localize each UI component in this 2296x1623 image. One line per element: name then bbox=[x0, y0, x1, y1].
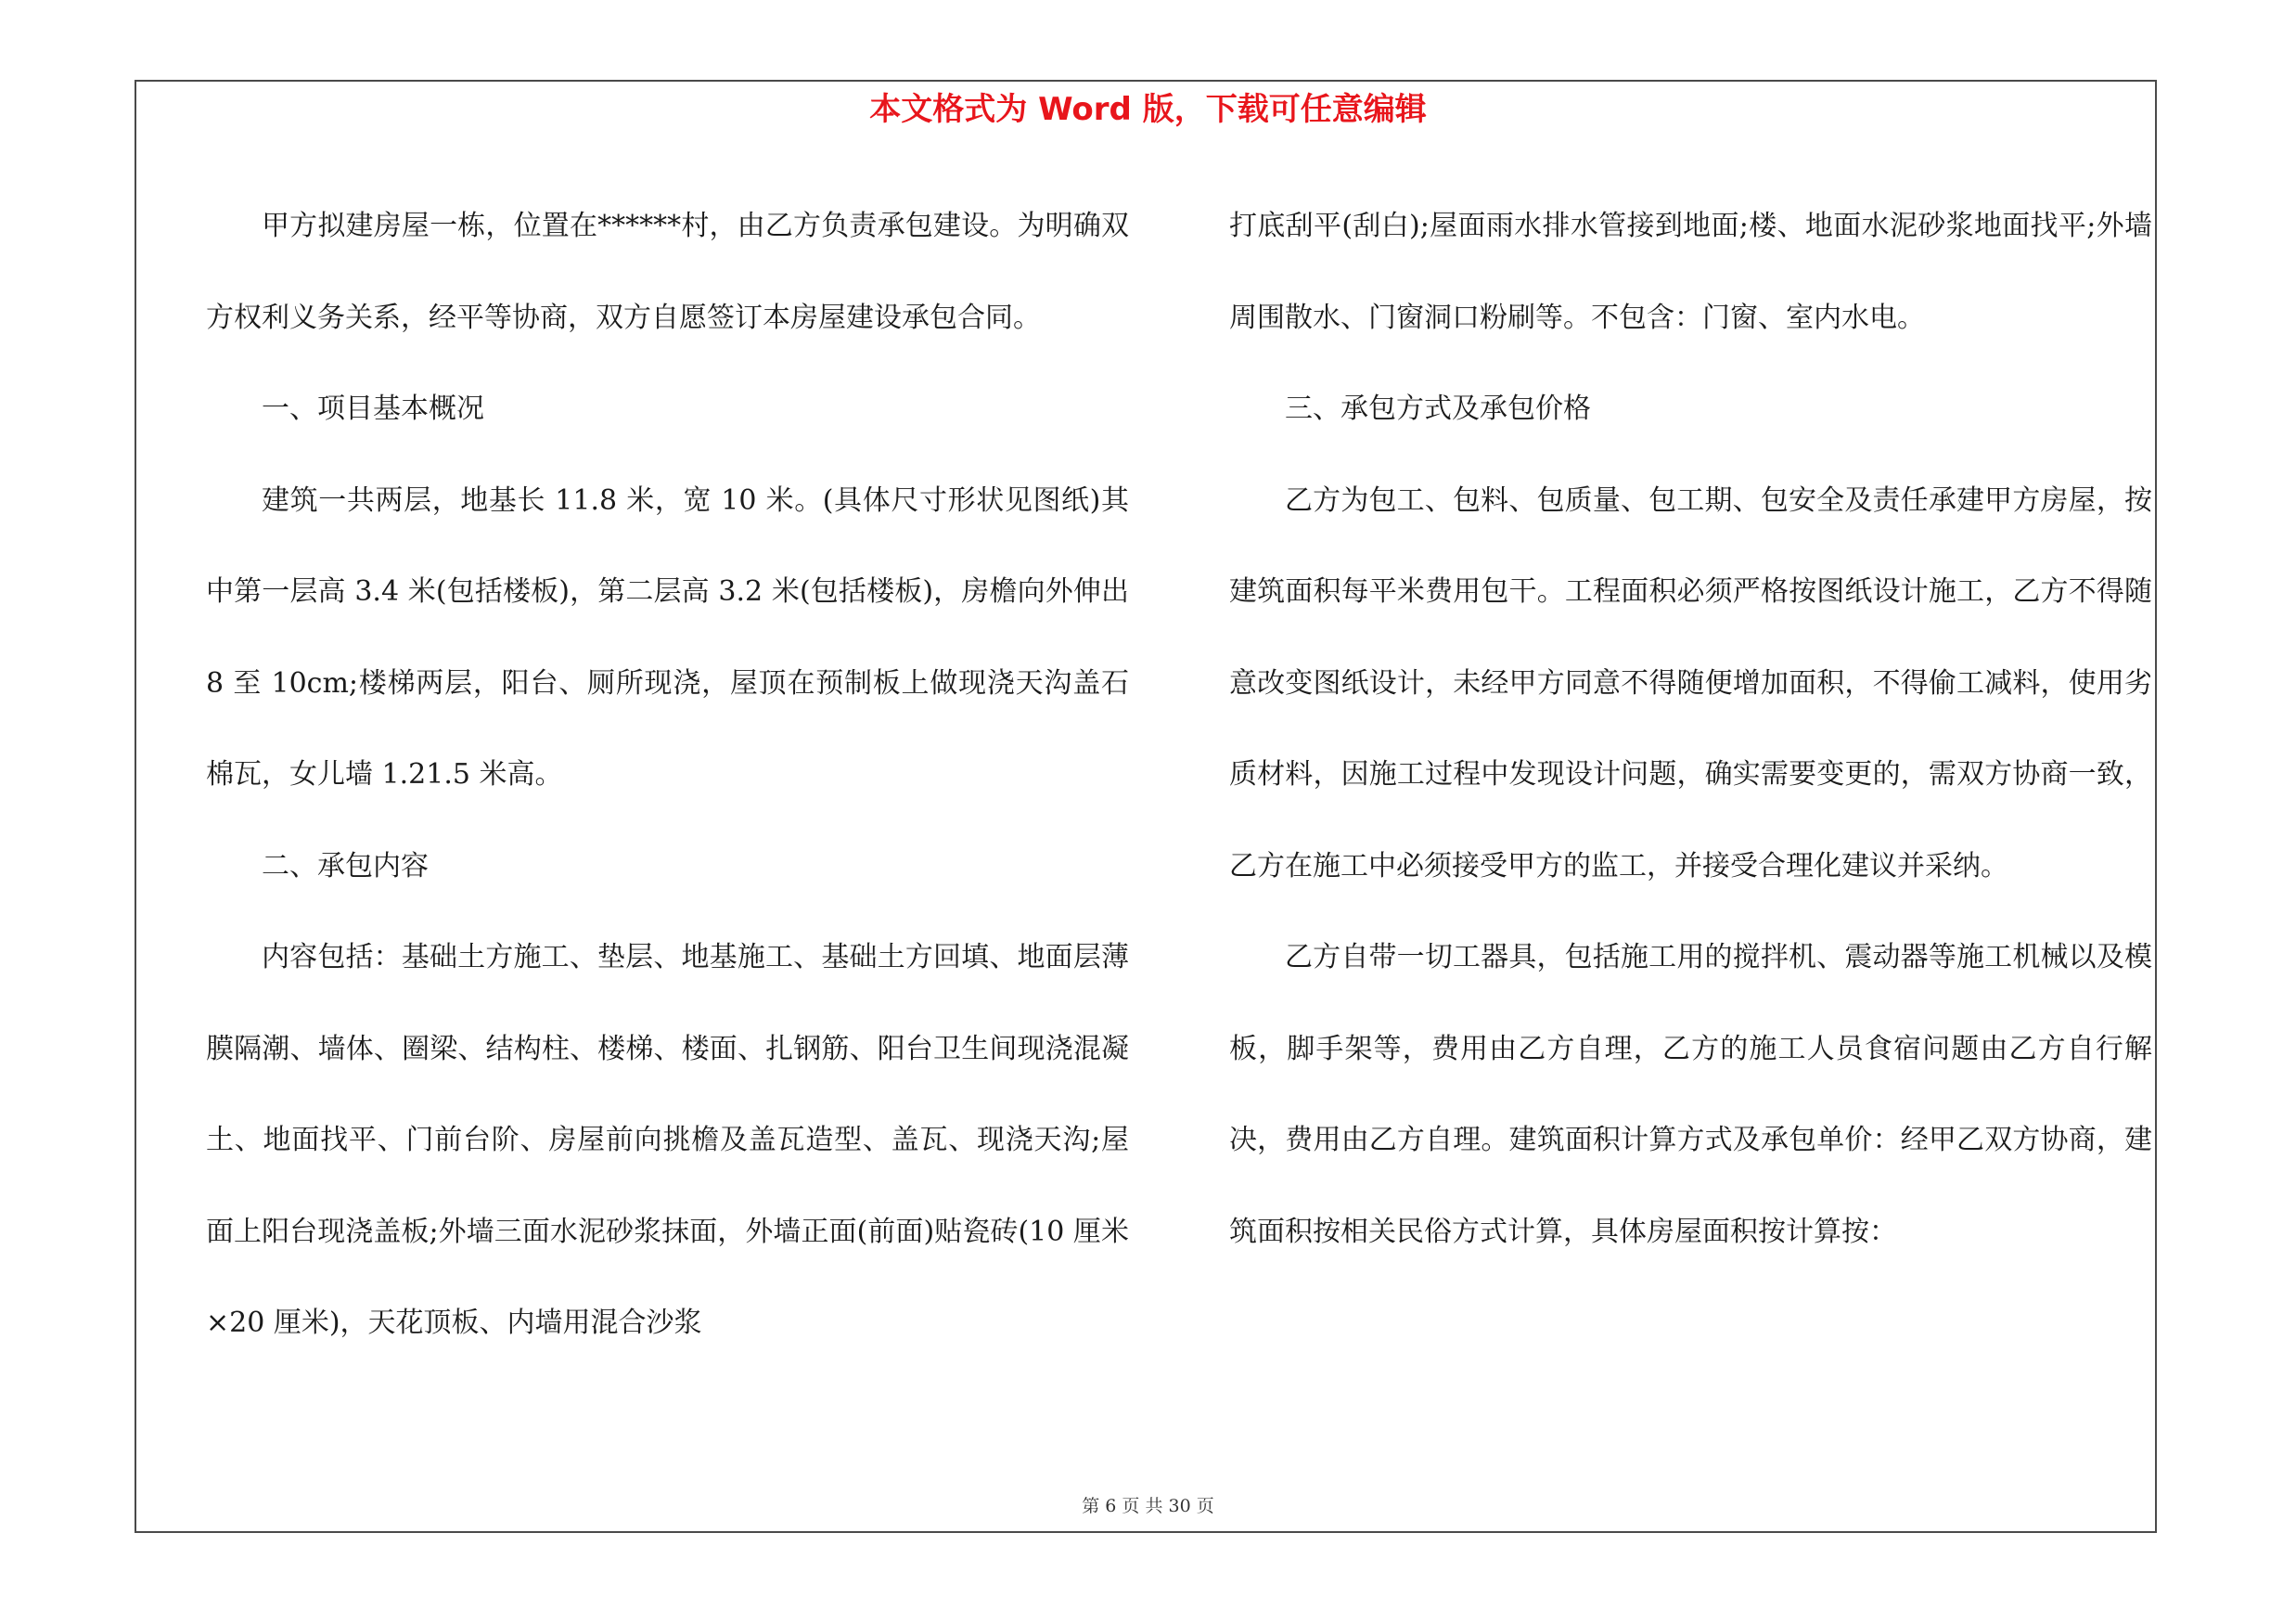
page-number: 第 6 页 共 30 页 bbox=[1082, 1496, 1214, 1516]
section-heading-project-overview: 一、项目基本概况 bbox=[262, 393, 484, 425]
tools-expenses-paragraph: 乙方自带一切工器具，包括施工用的搅拌机、震动器等施工机械以及模板，脚手架等，费用由乙方自理，乙方的施工人员食宿问题由乙方自行解决，费用由乙方自理。建筑面积计算方式及承包单价：经甲乙双方协商，建筑面积按相关民俗方式计算，具体房屋面积按计算按： bbox=[1229, 941, 2152, 1248]
format-banner: 本文格式为 Word 版，下载可任意编辑 bbox=[869, 91, 1427, 128]
contract-content-paragraph: 内容包括：基础土方施工、垫层、地基施工、基础土方回填、地面层薄膜隔潮、墙体、圈梁、结构柱、楼梯、楼面、扎钢筋、阳台卫生间现浇混凝土、地面找平、门前台阶、房屋前向挑檐及盖瓦造型、盖瓦、现浇天沟;屋面上阳台现浇盖板;外墙三面水泥砂浆抹面，外墙正面(前面)贴瓷砖(10 厘米×20 厘米)，天花顶板、内墙用混合沙浆 bbox=[206, 941, 1129, 1339]
contract-content-continuation: 打底刮平(刮白);屋面雨水排水管接到地面;楼、地面水泥砂浆地面找平;外墙周围散水、门窗洞口粉刷等。不包含：门窗、室内水电。 bbox=[1229, 210, 2152, 334]
project-overview-paragraph: 建筑一共两层，地基长 11.8 米，宽 10 米。(具体尺寸形状见图纸)其中第一层高 3.4 米(包括楼板)，第二层高 3.2 米(包括楼板)，房檐向外伸出 8 至 10cm;楼梯两层，阳台、厕所现浇，屋顶在预制板上做现浇天沟盖石棉瓦，女儿墙 1.21.5 米高。 bbox=[206, 483, 1129, 791]
right-column bbox=[1229, 181, 2152, 1278]
left-column bbox=[206, 181, 1129, 1370]
contract-method-paragraph: 乙方为包工、包料、包质量、包工期、包安全及责任承建甲方房屋，按建筑面积每平米费用包干。工程面积必须严格按图纸设计施工，乙方不得随意改变图纸设计，未经甲方同意不得随便增加面积，不得偷工减料，使用劣质材料，因施工过程中发现设计问题，确实需要变更的，需双方协商一致，乙方在施工中必须接受甲方的监工，并接受合理化建议并采纳。 bbox=[1229, 483, 2152, 882]
section-heading-contract-method-price: 三、承包方式及承包价格 bbox=[1285, 393, 1591, 425]
section-heading-contract-content: 二、承包内容 bbox=[262, 849, 429, 882]
intro-paragraph: 甲方拟建房屋一栋，位置在******村，由乙方负责承包建设。为明确双方权利义务关系，经平等协商，双方自愿签订本房屋建设承包合同。 bbox=[206, 210, 1129, 334]
